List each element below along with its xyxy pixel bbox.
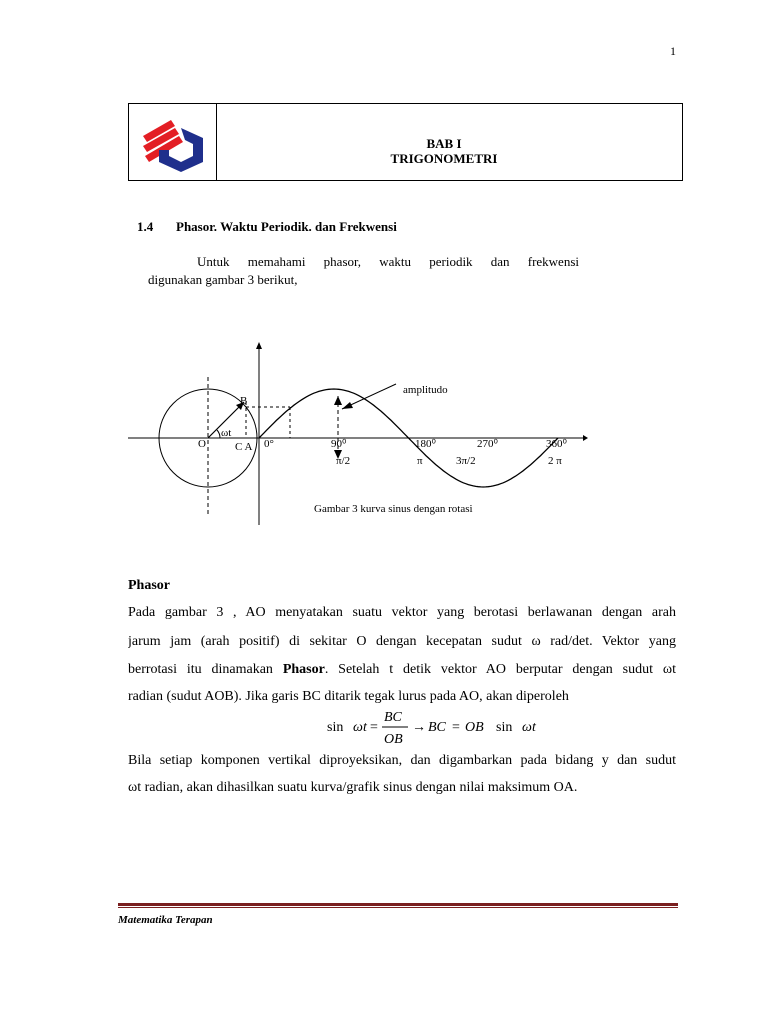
formula-sin: sin <box>327 720 344 735</box>
phasor-heading: Phasor <box>128 578 170 593</box>
figure-caption: Gambar 3 kurva sinus dengan rotasi <box>314 503 473 515</box>
point-ca-label: C A <box>235 441 253 453</box>
formula-t: t <box>363 720 367 735</box>
amplitude-pointer-head <box>342 402 353 409</box>
paragraph-line-3 <box>128 660 676 680</box>
rad-3pi-2-label: 3π/2 <box>456 455 476 467</box>
sine-formula <box>300 706 580 748</box>
rad-2pi-label: 2 π <box>548 455 562 467</box>
formula-denominator: OB <box>384 732 403 747</box>
footer-title: Matematika Terapan <box>118 914 213 926</box>
formula-eq: = <box>370 720 378 735</box>
chapter-title: TRIGONOMETRI <box>390 151 498 166</box>
footer-rule-thin <box>118 907 678 908</box>
paragraph-line-3-a: berrotasi itu dinamakan <box>128 662 283 677</box>
formula-rhs-ob: OB <box>465 720 484 735</box>
deg-0-label: 0° <box>264 438 274 450</box>
paragraph-line-4: radian (sudut AOB). Jika garis BC ditarik tegak lurus pada AO, akan diperoleh <box>128 689 569 704</box>
point-b-label: B <box>240 395 248 407</box>
formula-numerator: BC <box>384 710 402 725</box>
intro-line-2: digunakan gambar 3 berikut, <box>148 272 298 287</box>
header-divider <box>216 104 217 180</box>
paragraph-line-6: ωt radian, akan dihasilkan suatu kurva/grafik sinus dengan nilai maksimum OA. <box>128 780 578 795</box>
y-axis-arrow <box>256 342 262 349</box>
figure-svg <box>128 335 608 535</box>
formula-omega: ω <box>353 720 363 735</box>
rad-pi-2-label: π/2 <box>336 455 351 467</box>
deg-360-label: 360⁰ <box>546 438 567 450</box>
section-number: 1.4 <box>137 219 154 234</box>
paragraph-line-5: Bila setiap komponen vertikal diproyeksikan, dan digambarkan pada bidang y dan sudut <box>128 753 676 768</box>
footer-rule-thick <box>118 903 678 906</box>
formula-rhs-bc: BC <box>428 720 446 735</box>
paragraph-line-3-b: . Setelah t detik vektor AO berputar dengan sudut ωt <box>324 662 676 677</box>
amplitude-label: amplitudo <box>403 384 448 396</box>
amplitude-arrow-up <box>334 396 342 405</box>
page-number: 1 <box>670 44 676 58</box>
rad-pi-label: π <box>417 455 423 467</box>
paragraph-line-1: Pada gambar 3 , AO menyatakan suatu vektor yang berotasi berlawanan dengan arah <box>128 605 676 620</box>
deg-180-label: 180⁰ <box>415 438 436 450</box>
formula-rhs-sin: sin <box>496 720 513 735</box>
figure-sine-phasor <box>128 335 608 540</box>
x-axis-arrow <box>583 435 588 441</box>
chapter-label: BAB I <box>426 136 462 151</box>
angle-arc <box>217 430 220 438</box>
phasor-term: Phasor <box>282 662 325 677</box>
point-o-label: O <box>198 438 206 450</box>
formula-arrow: → <box>412 720 426 735</box>
formula-rhs-t: t <box>532 720 536 735</box>
section-title: Phasor. Waktu Periodik. dan Frekwensi <box>176 219 397 234</box>
formula-rhs-eq: = <box>452 720 460 735</box>
deg-270-label: 270⁰ <box>477 438 498 450</box>
intro-line-1: Untuk memahami phasor, waktu periodik dan frekwensi <box>197 254 579 269</box>
deg-90-label: 90⁰ <box>331 438 347 450</box>
omega-t-label: ωt <box>221 427 232 439</box>
formula-rhs-omega: ω <box>522 720 532 735</box>
university-logo <box>141 118 205 177</box>
paragraph-line-2: jarum jam (arah positif) di sekitar O dengan kecepatan sudut ω rad/det. Vektor yang <box>128 634 676 649</box>
